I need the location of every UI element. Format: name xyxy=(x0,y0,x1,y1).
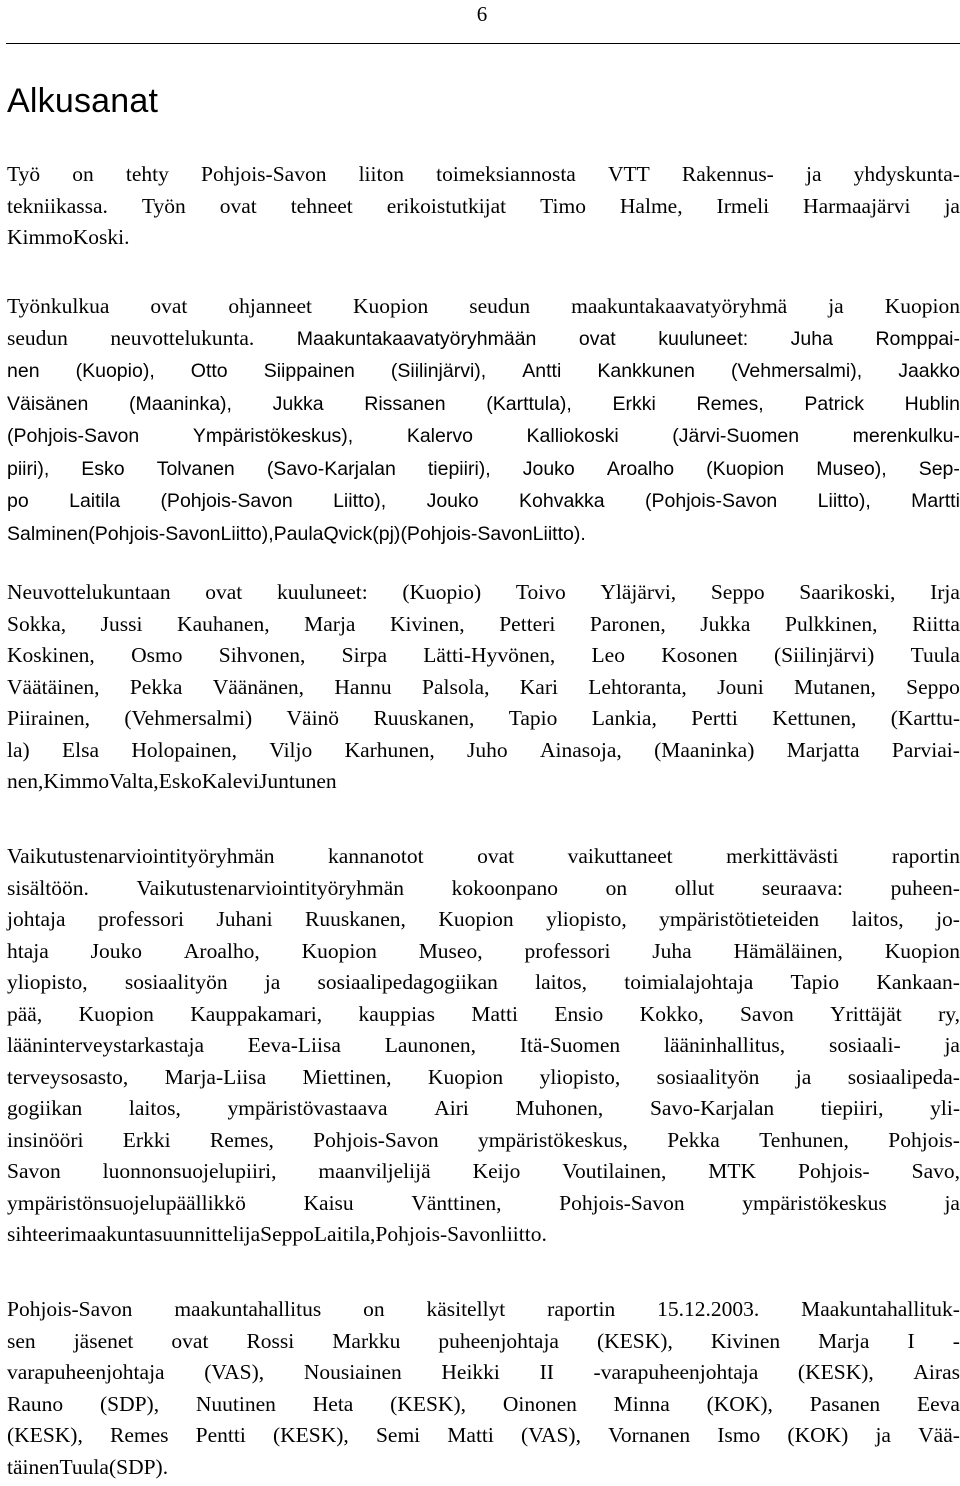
text-line: Pohjois-Savon maakuntahallitus on käsitellyt raportin 15.12.2003. Maakuntahallituk- xyxy=(7,1297,960,1321)
text-line: Väisänen (Maaninka), Jukka Rissanen (Karttula), Erkki Remes, Patrick Hublin xyxy=(7,392,960,415)
text-line: johtaja professori Juhani Ruuskanen, Kuopion yliopisto, ympäristötieteiden laitos, jo- xyxy=(7,907,960,931)
text-line: täinenTuula(SDP). xyxy=(7,1454,169,1479)
text-line: tekniikassa. Työn ovat tehneet erikoistutkijat Timo Halme, Irmeli Harmaajärvi ja xyxy=(7,193,960,218)
header-rule xyxy=(6,43,960,44)
text-line: Sokka, Jussi Kauhanen, Marja Kivinen, Petteri Paronen, Jukka Pulkkinen, Riitta xyxy=(7,611,960,636)
text-line: po Laitila (Pohjois-Savon Liitto), Jouko Kohvakka (Pohjois-Savon Liitto), Martti xyxy=(7,490,960,512)
paragraph-negotiation-committee xyxy=(7,577,960,798)
text-line: Salminen(Pohjois-SavonLiitto),PaulaQvick(pj)(Pohjois-SavonLiitto). xyxy=(7,522,586,545)
text-line: insinööri Erkki Remes, Pohjois-Savon ympäristökeskus, Pekka Tenhunen, Pohjois- xyxy=(7,1127,960,1152)
paragraph-commission xyxy=(7,159,960,254)
page-number: 6 xyxy=(476,2,488,26)
text-line: ympäristönsuojelupäällikkö Kaisu Vänttinen, Pohjois-Savon ympäristökeskus ja xyxy=(7,1190,960,1215)
text-line: Työnkulkua ovat ohjanneet Kuopion seudun maakuntakaavatyöryhmä ja Kuopion xyxy=(7,294,960,318)
text-line: lääninterveystarkastaja Eeva-Liisa Launonen, Itä-Suomen lääninhallitus, sosiaali- ja xyxy=(7,1033,960,1057)
text-line: sisältöön. Vaikutustenarviointityöryhmän kokoonpano on ollut seuraava: puheen- xyxy=(7,875,960,900)
text-line: gogiikan laitos, ympäristövastaava Airi Muhonen, Savo-Karjalan tiepiiri, yli- xyxy=(7,1096,960,1120)
paragraph-regional-board xyxy=(7,1294,960,1483)
text-line: Väätäinen, Pekka Väänänen, Hannu Palsola, Kari Lehtoranta, Jouni Mutanen, Seppo xyxy=(7,674,960,699)
text-line: pää, Kuopion Kauppakamari, kauppias Matti Ensio Kokko, Savon Yrittäjät ry, xyxy=(7,1001,960,1026)
text-line: yliopisto, sosiaalityön ja sosiaalipedagogiikan laitos, toimialajohtaja Tapio Kankaan- xyxy=(7,970,960,994)
paragraph-impact-assessment-group xyxy=(7,841,960,1251)
text-line: varapuheenjohtaja (VAS), Nousiainen Heikki II -varapuheenjohtaja (KESK), Airas xyxy=(7,1360,960,1384)
text-line: htaja Jouko Aroalho, Kuopion Museo, professori Juha Hämäläinen, Kuopion xyxy=(7,938,960,963)
text-line: nen (Kuopio), Otto Siippainen (Siilinjärvi), Antti Kankkunen (Vehmersalmi), Jaakko xyxy=(7,360,960,382)
text-line: Koskinen, Osmo Sihvonen, Sirpa Lätti-Hyvönen, Leo Kosonen (Siilinjärvi) Tuula xyxy=(7,643,960,667)
text-line: KimmoKoski. xyxy=(7,225,130,249)
text-line: nen,KimmoValta,EskoKaleviJuntunen xyxy=(7,769,337,793)
text-line: Neuvottelukuntaan ovat kuuluneet: (Kuopio) Toivo Yläjärvi, Seppo Saarikoski, Irja xyxy=(7,580,960,604)
text-line: terveysosasto, Marja-Liisa Miettinen, Kuopion yliopisto, sosiaalityön ja sosiaalipeda- xyxy=(7,1064,960,1089)
text-line: la) Elsa Holopainen, Viljo Karhunen, Juho Ainasoja, (Maaninka) Marjatta Parviai- xyxy=(7,737,960,762)
text-line: (Pohjois-Savon Ympäristökeskus), Kalervo Kalliokoski (Järvi-Suomen merenkulku- xyxy=(7,425,960,447)
text-line: Rauno (SDP), Nuutinen Heta (KESK), Oinonen Minna (KOK), Pasanen Eeva xyxy=(7,1391,960,1416)
text-line: piiri), Esko Tolvanen (Savo-Karjalan tiepiiri), Jouko Aroalho (Kuopion Museo), Sep- xyxy=(7,457,960,480)
page-title: Alkusanat xyxy=(7,82,159,120)
text-line: sen jäsenet ovat Rossi Markku puheenjohtaja (KESK), Kivinen Marja I - xyxy=(7,1328,960,1353)
paragraph-working-group xyxy=(7,291,960,550)
text-line: seudun neuvottelukunta. Maakuntakaavatyöryhmään ovat kuuluneet: Juha Romppai- xyxy=(7,325,960,350)
text-line: Työ on tehty Pohjois-Savon liiton toimeksiannosta VTT Rakennus- ja yhdyskunta- xyxy=(7,162,960,186)
text-line: Piirainen, (Vehmersalmi) Väinö Ruuskanen, Tapio Lankia, Pertti Kettunen, (Karttu- xyxy=(7,706,960,730)
text-line: Vaikutustenarviointityöryhmän kannanotot ovat vaikuttaneet merkittävästi raportin xyxy=(7,844,960,868)
text-line: (KESK), Remes Pentti (KESK), Semi Matti (VAS), Vornanen Ismo (KOK) ja Vää- xyxy=(7,1423,960,1447)
text-line: Savon luonnonsuojelupiiri, maanviljelijä Keijo Voutilainen, MTK Pohjois- Savo, xyxy=(7,1159,960,1183)
text-line: sihteerimaakuntasuunnittelijaSeppoLaitila,Pohjois-Savonliitto. xyxy=(7,1222,547,1246)
